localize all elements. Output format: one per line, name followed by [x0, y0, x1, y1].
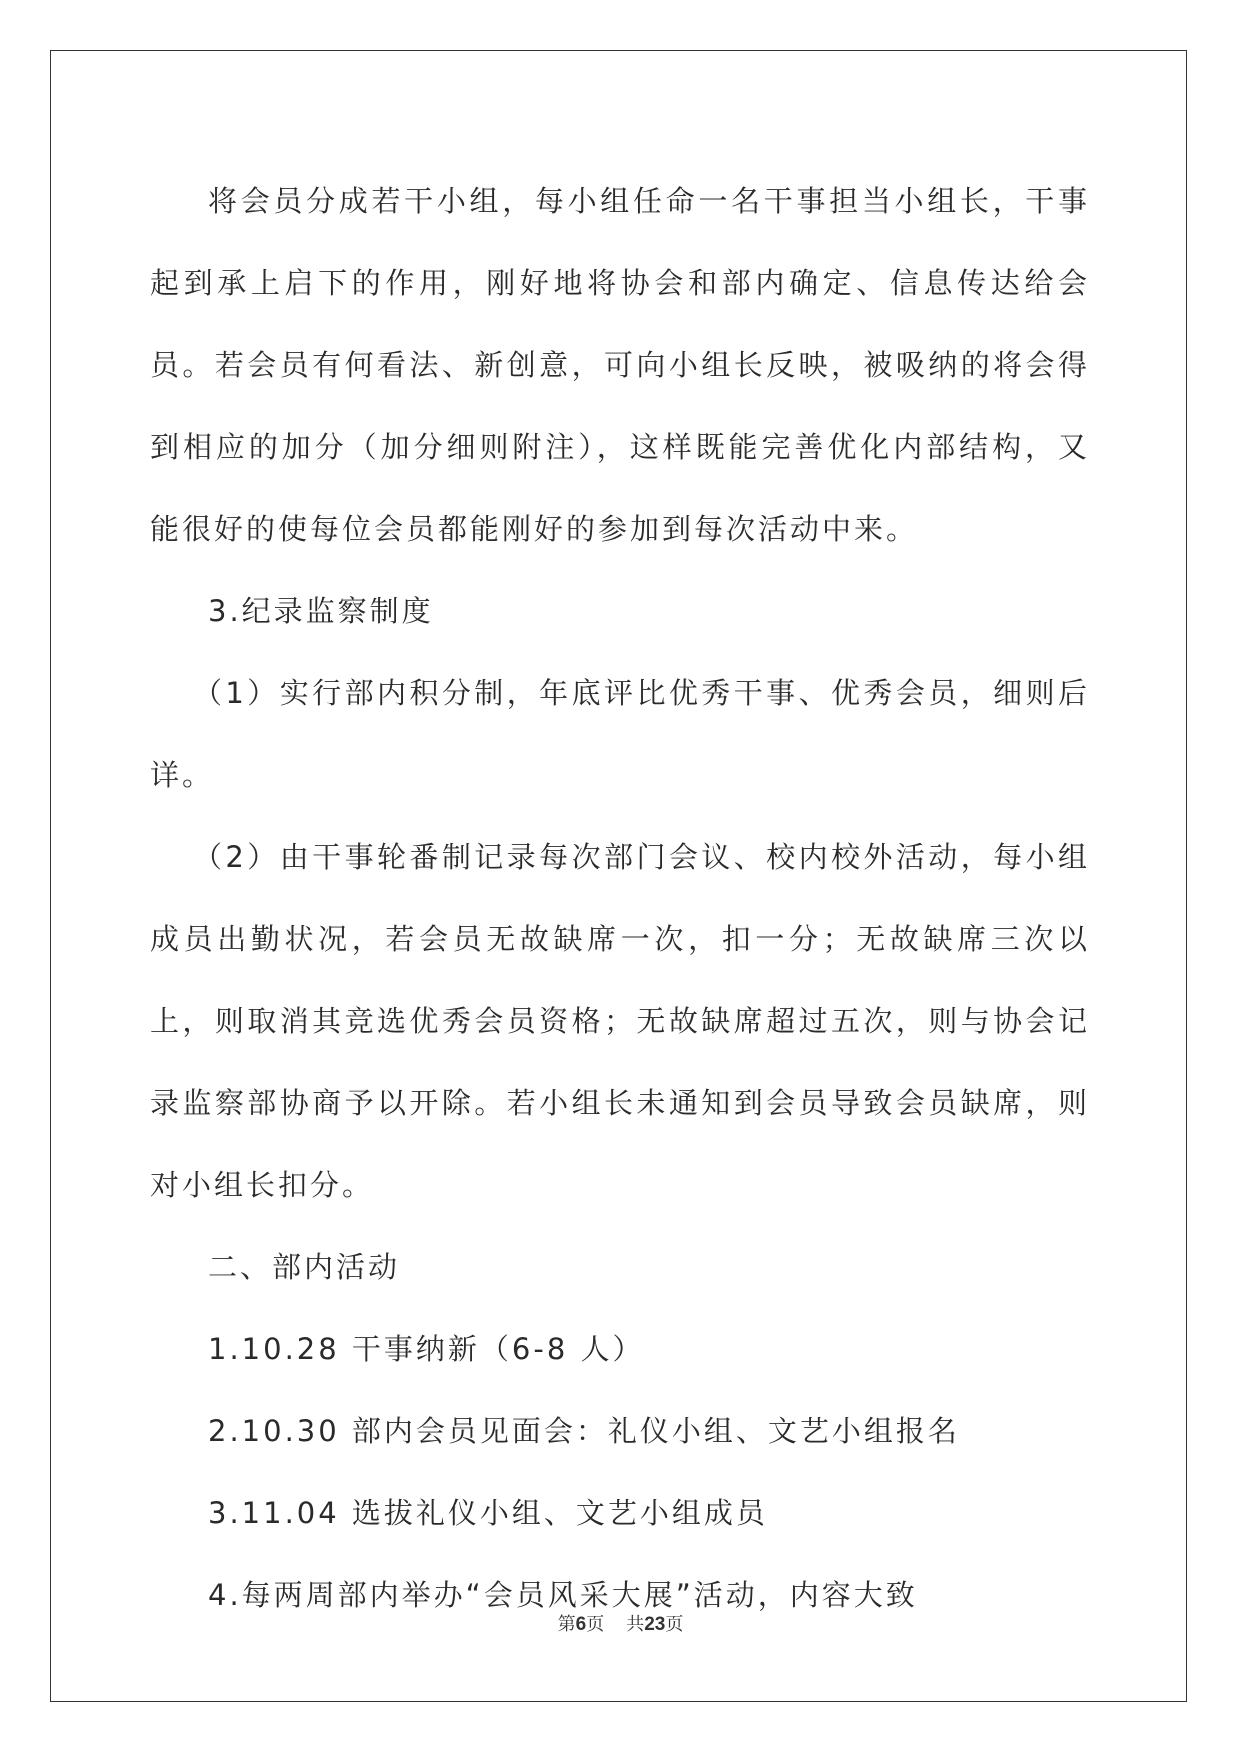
footer-total-pages: 23 — [644, 1614, 666, 1635]
activity-item-2: 2.10.30 部内会员见面会：礼仪小组、文艺小组报名 — [208, 1414, 960, 1448]
document-body — [150, 160, 1090, 1636]
activity-item-3: 3.11.04 选拔礼仪小组、文艺小组成员 — [208, 1496, 768, 1530]
page-footer — [0, 1610, 1241, 1636]
footer-prefix: 第 — [557, 1614, 576, 1635]
footer-total-suffix: 页 — [665, 1614, 684, 1635]
footer-total-prefix: 共 — [626, 1614, 645, 1635]
footer-page-number: 6 — [575, 1614, 587, 1635]
heading-record-supervision: 3.纪录监察制度 — [208, 594, 434, 628]
activity-item-4: 4.每两周部内举办“会员风采大展”活动，内容大致 — [208, 1578, 918, 1612]
paragraph-points-system: （1）实行部内积分制，年底评比优秀干事、优秀会员，细则后详。 — [150, 676, 1090, 792]
activity-item-1: 1.10.28 干事纳新（6-8 人） — [208, 1332, 645, 1366]
paragraph-group-structure: 将会员分成若干小组，每小组任命一名干事担当小组长，干事起到承上启下的作用，刚好地将协会和部内确定、信息传达给会员。若会员有何看法、新创意，可向小组长反映，被吸纳的将会得到相应的加分（加分细则附注），这样既能完善优化内部结构，又能很好的使每位会员都能刚好的参加到每次活动中来。 — [150, 184, 1090, 546]
footer-page-suffix: 页 — [586, 1614, 605, 1635]
paragraph-attendance-rules: （2）由干事轮番制记录每次部门会议、校内校外活动，每小组成员出勤状况，若会员无故缺席一次，扣一分；无故缺席三次以上，则取消其竞选优秀会员资格；无故缺席超过五次，则与协会记录监察部协商予以开除。若小组长未通知到会员导致会员缺席，则对小组长扣分。 — [150, 840, 1090, 1202]
heading-internal-activities: 二、部内活动 — [208, 1250, 401, 1284]
